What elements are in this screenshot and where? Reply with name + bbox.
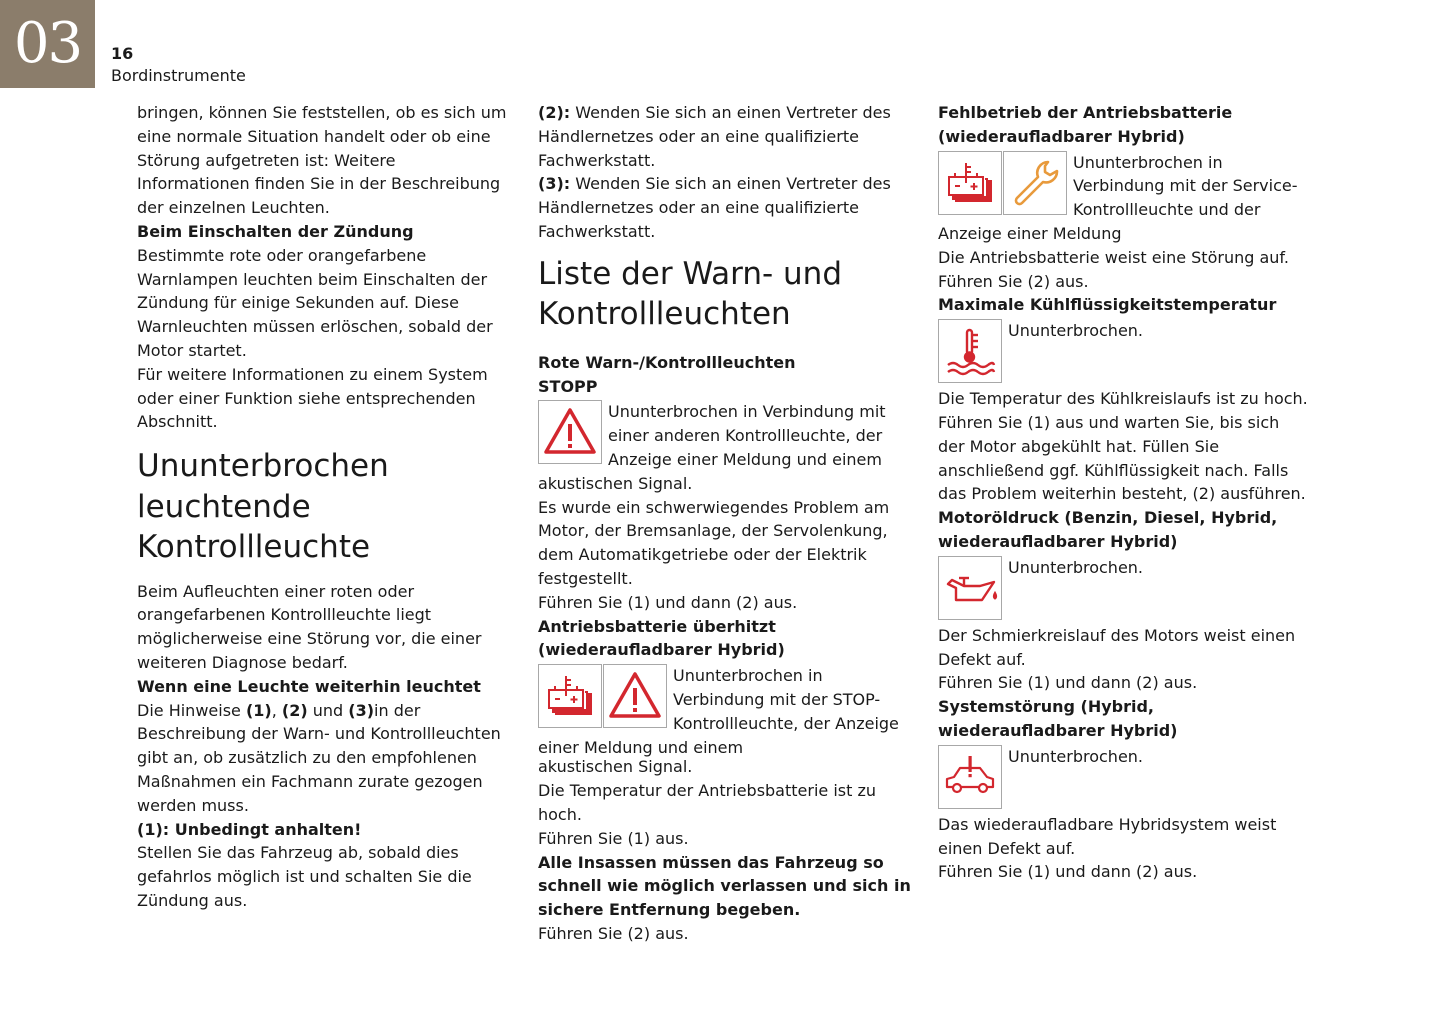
coolant-icon-text: Ununterbrochen.	[1008, 321, 1144, 341]
system-text: Das wiederaufladbare Hybridsystem weist einen Defekt auf.	[938, 814, 1277, 858]
coolant-text: Die Temperatur des Kühlkreislaufs ist zu hoch.	[938, 389, 1308, 409]
red-orange-text: Beim Aufleuchten einer roten oder orangefarbenen Kontrollleuchte liegt möglicherweise eine Störung vor, die einer weiteren Diagnose bedarf.	[137, 581, 482, 673]
ignition-text: Bestimmte rote oder orangefarbene Warnlampen leuchten beim Einschalten der Zündung für einige Sekunden auf. Diese Warnleuchten müssen erlöschen, sobald der Motor startet.	[137, 245, 493, 360]
stays-on-heading: Wenn eine Leuchte weiterhin leuchtet	[137, 676, 481, 696]
battery-fault-text: Die Antriebsbatterie weist eine Störung auf.	[938, 247, 1289, 267]
hints-text: Die Hinweise (1), (2) und (3)in der Beschreibung der Warn- und Kontrollleuchten gibt an, ob zusätzlich zu den empfohlenen Maßnahmen ein Fachmann zurate gezogen werden muss.	[137, 700, 501, 815]
battery-fault-icon-text: Ununterbrochen in Verbindung mit der Service-Kontrollleuchte und der Anzeige einer Meldung	[938, 152, 1298, 243]
stop-label: STOPP	[538, 376, 598, 396]
battery-hot-entry	[538, 664, 913, 759]
stop-action-text: Führen Sie (1) und dann (2) aus.	[538, 592, 798, 612]
wrench-icon	[1003, 151, 1067, 215]
step2-text: (2): Wenden Sie sich an einen Vertreter des Händlernetzes oder an eine qualifizierte Fachwerkstatt.	[538, 103, 891, 170]
oil-text: Der Schmierkreislauf des Motors weist einen Defekt auf.	[938, 625, 1296, 669]
section-heading	[137, 446, 507, 568]
stop-problem-text: Es wurde ein schwerwiegendes Problem am Motor, der Bremsanlage, der Servolenkung, dem Automatikgetriebe oder der Elektrik festgestellt.	[538, 497, 890, 588]
oil-pressure-icon	[938, 556, 1002, 620]
battery-hot-icon-text-cont: akustischen Signal.	[538, 757, 693, 777]
stop-icon-text: Ununterbrochen in Verbindung mit einer anderen Kontrollleuchte, der Anzeige einer Meldung und einem akustischen Signal.	[538, 402, 886, 493]
oil-entry	[938, 556, 1310, 624]
battery-temp-text: Die Temperatur der Antriebsbatterie ist zu hoch.	[538, 781, 877, 824]
oil-action: Führen Sie (1) und dann (2) aus.	[938, 673, 1198, 693]
system-icon-text: Ununterbrochen.	[1008, 746, 1144, 766]
section-heading-line: Ununterbrochen	[137, 448, 389, 485]
stop-heading: (1): Unbedingt anhalten!	[137, 819, 362, 839]
system-heading: Systemstörung (Hybrid, wiederaufladbarer Hybrid)	[938, 697, 1178, 740]
section-heading-line: Kontrollleuchte	[137, 529, 371, 566]
system-entry	[938, 745, 1310, 813]
step3-text: (3): Wenden Sie sich an einen Vertreter des Händlernetzes oder an eine qualifizierte Fachwerkstatt.	[538, 174, 891, 241]
oil-heading: Motoröldruck (Benzin, Diesel, Hybrid, wiederaufladbarer Hybrid)	[938, 508, 1278, 551]
battery-temp-action: Führen Sie (1) aus.	[538, 828, 689, 848]
evacuate-text: Alle Insassen müssen das Fahrzeug so schnell wie möglich verlassen und sich in sichere Entfernung begeben.	[538, 852, 911, 920]
coolant-action: Führen Sie (1) aus und warten Sie, bis sich der Motor abgekühlt hat. Füllen Sie anschließend ggf. Kühlflüssigkeit nach. Falls das Problem weiterhin besteht, (2) ausführen.	[938, 412, 1306, 504]
list-heading-line: Liste der Warn- und	[538, 255, 842, 292]
stop-entry	[538, 400, 913, 495]
red-lights-heading: Rote Warn-/Kontrollleuchten	[538, 352, 796, 372]
coolant-entry	[938, 319, 1310, 387]
more-info-text: Für weitere Informationen zu einem System oder einer Funktion siehe entsprechenden Abschnitt.	[137, 364, 488, 432]
stop-text: Stellen Sie das Fahrzeug ab, sobald dies gefahrlos möglich ist und schalten Sie die Zündung aus.	[137, 843, 472, 911]
warning-triangle-icon	[603, 664, 667, 728]
coolant-heading: Maximale Kühlflüssigkeitstemperatur	[938, 295, 1277, 315]
section-title: Bordinstrumente	[111, 66, 246, 85]
oil-icon-text: Ununterbrochen.	[1008, 557, 1144, 577]
battery-fault-action: Führen Sie (2) aus.	[938, 271, 1089, 291]
battery-hot-icon-text: Ununterbrochen in Verbindung mit der STOP-Kontrollleuchte, der Anzeige einer Meldung und einem	[538, 666, 899, 757]
section-heading-line: leuchtende	[137, 488, 311, 525]
system-action: Führen Sie (1) und dann (2) aus.	[938, 862, 1198, 882]
battery-fault-heading: Fehlbetrieb der Antriebsbatterie (wiederaufladbarer Hybrid)	[938, 103, 1233, 146]
coolant-temperature-icon	[938, 319, 1002, 383]
battery-temperature-icon	[938, 151, 1002, 215]
evacuate-action: Führen Sie (2) aus.	[538, 923, 689, 943]
battery-temperature-icon	[538, 664, 602, 728]
ignition-heading: Beim Einschalten der Zündung	[137, 221, 414, 241]
battery-fault-entry	[938, 151, 1310, 246]
intro-text: bringen, können Sie feststellen, ob es sich um eine normale Situation handelt oder ob eine Störung aufgetreten ist: Weitere Informationen finden Sie in der Beschreibung der einzelnen Leuchten.	[137, 103, 507, 218]
column-3	[938, 101, 1310, 884]
page-number: 16	[111, 44, 134, 63]
list-heading	[538, 254, 913, 335]
chapter-number: 03	[0, 0, 95, 88]
warning-triangle-icon	[538, 400, 602, 464]
column-1	[137, 101, 507, 913]
column-2	[538, 101, 913, 946]
battery-hot-heading: Antriebsbatterie überhitzt (wiederaufladbarer Hybrid)	[538, 616, 785, 660]
list-heading-line: Kontrollleuchten	[538, 296, 791, 333]
car-fault-icon	[938, 745, 1002, 809]
